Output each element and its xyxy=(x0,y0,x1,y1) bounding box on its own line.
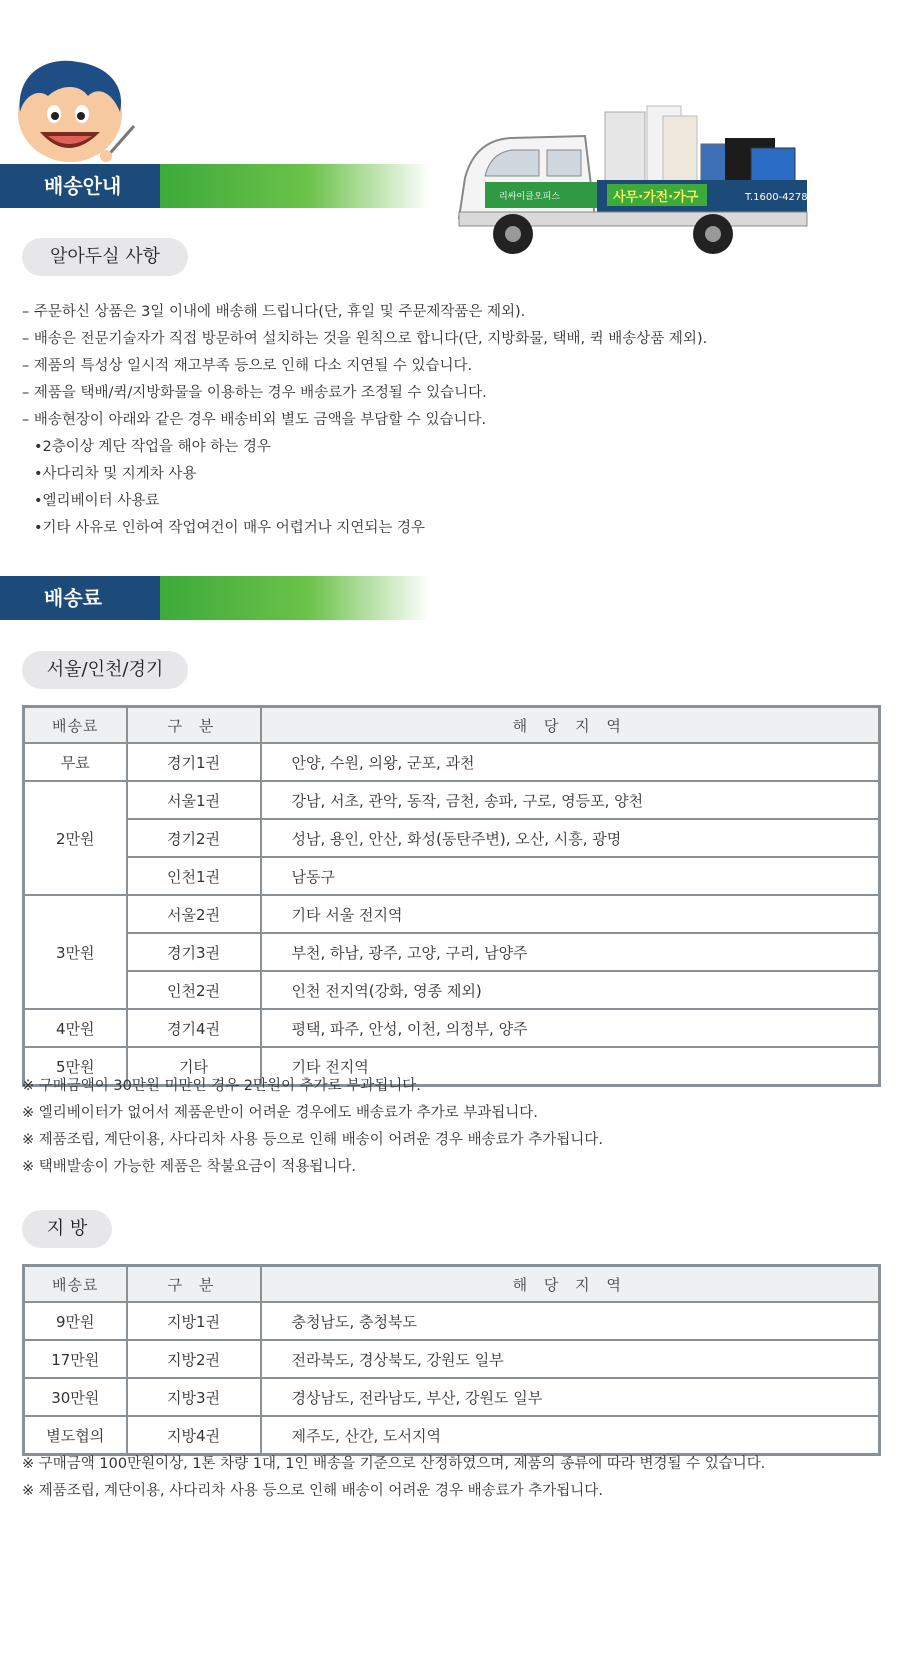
note-item: ※ 택배발송이 가능한 제품은 착불요금이 적용됩니다. xyxy=(22,1159,356,1175)
section-bar-gradient xyxy=(160,164,430,208)
area-cell: 경상남도, 전라남도, 부산, 강원도 일부 xyxy=(261,1378,880,1416)
regional-heading: 지 방 xyxy=(22,1210,112,1248)
truck-brand-text: 리싸이클오피스 xyxy=(499,192,560,202)
zone-cell: 인천2권 xyxy=(127,971,261,1009)
table-row xyxy=(24,933,880,971)
area-cell: 평택, 파주, 안성, 이천, 의정부, 양주 xyxy=(261,1009,880,1047)
notice-subitem: •엘리베이터 사용료 xyxy=(34,493,160,509)
fee-cell: 2만원 xyxy=(24,781,127,895)
zone-cell: 지방4권 xyxy=(127,1416,261,1455)
fee-cell: 별도협의 xyxy=(24,1416,127,1455)
zone-cell: 경기3권 xyxy=(127,933,261,971)
section-bar-gradient xyxy=(160,576,430,620)
area-cell: 제주도, 산간, 도서지역 xyxy=(261,1416,880,1455)
table-row xyxy=(24,819,880,857)
zone-cell: 경기1권 xyxy=(127,743,261,781)
header-zone: 구 분 xyxy=(127,1266,261,1303)
area-cell: 전라북도, 경상북도, 강원도 일부 xyxy=(261,1340,880,1378)
section-title-fee: 배송료 xyxy=(0,576,160,620)
table-row xyxy=(24,743,880,781)
metro-fee-table xyxy=(22,705,881,1087)
fee-cell: 3만원 xyxy=(24,895,127,1009)
notice-item: – 배송현장이 아래와 같은 경우 배송비외 별도 금액을 부담할 수 있습니다. xyxy=(22,412,487,428)
delivery-truck-illustration xyxy=(455,100,815,265)
fee-cell: 무료 xyxy=(24,743,127,781)
zone-cell: 지방2권 xyxy=(127,1340,261,1378)
header-fee: 배송료 xyxy=(24,1266,127,1303)
area-cell: 인천 전지역(강화, 영종 제외) xyxy=(261,971,880,1009)
area-cell: 부천, 하남, 광주, 고양, 구리, 남양주 xyxy=(261,933,880,971)
notice-item: – 제품의 특성상 일시적 재고부족 등으로 인해 다소 지연될 수 있습니다. xyxy=(22,358,473,374)
notice-item: – 주문하신 상품은 3일 이내에 배송해 드립니다(단, 휴일 및 주문제작품은 제외). xyxy=(22,304,526,320)
note-item: ※ 구매금액이 30만원 미만인 경우 2만원이 추가로 부과됩니다. xyxy=(22,1078,421,1094)
truck-phone-text: T.1600-4278 xyxy=(745,192,808,203)
notice-subitem: •사다리차 및 지게차 사용 xyxy=(34,466,197,482)
zone-cell: 기타 xyxy=(127,1047,261,1086)
notice-list xyxy=(22,299,707,542)
section-bar-guide xyxy=(0,164,430,208)
table-row xyxy=(24,895,880,933)
zone-cell: 지방3권 xyxy=(127,1378,261,1416)
notice-subitem: •2층이상 계단 작업을 해야 하는 경우 xyxy=(34,439,271,455)
fee-cell: 9만원 xyxy=(24,1302,127,1340)
table-row xyxy=(24,857,880,895)
fee-cell: 5만원 xyxy=(24,1047,127,1086)
zone-cell: 경기2권 xyxy=(127,819,261,857)
header-area: 해 당 지 역 xyxy=(261,1266,880,1303)
table-row xyxy=(24,781,880,819)
zone-cell: 인천1권 xyxy=(127,857,261,895)
table-row xyxy=(24,971,880,1009)
fee-cell: 17만원 xyxy=(24,1340,127,1378)
area-cell: 기타 전지역 xyxy=(261,1047,880,1086)
note-item: ※ 엘리베이터가 없어서 제품운반이 어려운 경우에도 배송료가 추가로 부과됩니다. xyxy=(22,1105,538,1121)
header-zone: 구 분 xyxy=(127,707,261,744)
regional-notes xyxy=(22,1451,765,1505)
note-item: ※ 제품조립, 계단이용, 사다리차 사용 등으로 인해 배송이 어려운 경우 배송료가 추가됩니다. xyxy=(22,1132,603,1148)
table-header-row xyxy=(24,1266,880,1303)
notice-item: – 제품을 택배/퀵/지방화물을 이용하는 경우 배송료가 조정될 수 있습니다. xyxy=(22,385,487,401)
zone-cell: 서울1권 xyxy=(127,781,261,819)
header-area: 해 당 지 역 xyxy=(261,707,880,744)
table-row xyxy=(24,1416,880,1455)
note-item: ※ 제품조립, 계단이용, 사다리차 사용 등으로 인해 배송이 어려운 경우 배송료가 추가됩니다. xyxy=(22,1483,603,1499)
table-row xyxy=(24,1009,880,1047)
section-bar-fee xyxy=(0,576,430,620)
header-fee: 배송료 xyxy=(24,707,127,744)
area-cell: 성남, 용인, 안산, 화성(동탄주변), 오산, 시흥, 광명 xyxy=(261,819,880,857)
table-row xyxy=(24,1340,880,1378)
table-row xyxy=(24,1302,880,1340)
notice-item: – 배송은 전문기술자가 직접 방문하여 설치하는 것을 원칙으로 합니다(단, 지방화물, 택배, 퀵 배송상품 제외). xyxy=(22,331,708,347)
metro-notes xyxy=(22,1073,603,1181)
zone-cell: 지방1권 xyxy=(127,1302,261,1340)
notice-subitem: •기타 사유로 인하여 작업여건이 매우 어렵거나 지연되는 경우 xyxy=(34,520,425,536)
section-title-guide: 배송안내 xyxy=(0,164,160,208)
area-cell: 남동구 xyxy=(261,857,880,895)
fee-cell: 4만원 xyxy=(24,1009,127,1047)
zone-cell: 경기4권 xyxy=(127,1009,261,1047)
area-cell: 충청남도, 충청북도 xyxy=(261,1302,880,1340)
regional-fee-table xyxy=(22,1264,881,1456)
table-row xyxy=(24,1378,880,1416)
truck-slogan-text: 사무·가전·가구 xyxy=(613,190,699,205)
note-item: ※ 구매금액 100만원이상, 1톤 차량 1대, 1인 배송을 기준으로 산정하였으며, 제품의 종류에 따라 변경될 수 있습니다. xyxy=(22,1456,766,1472)
area-cell: 강남, 서초, 관악, 동작, 금천, 송파, 구로, 영등포, 양천 xyxy=(261,781,880,819)
area-cell: 안양, 수원, 의왕, 군포, 과천 xyxy=(261,743,880,781)
fee-cell: 30만원 xyxy=(24,1378,127,1416)
notice-heading: 알아두실 사항 xyxy=(22,238,188,276)
zone-cell: 서울2권 xyxy=(127,895,261,933)
area-cell: 기타 서울 전지역 xyxy=(261,895,880,933)
metro-heading: 서울/인천/경기 xyxy=(22,651,188,689)
table-header-row xyxy=(24,707,880,744)
mascot-illustration xyxy=(8,52,138,167)
